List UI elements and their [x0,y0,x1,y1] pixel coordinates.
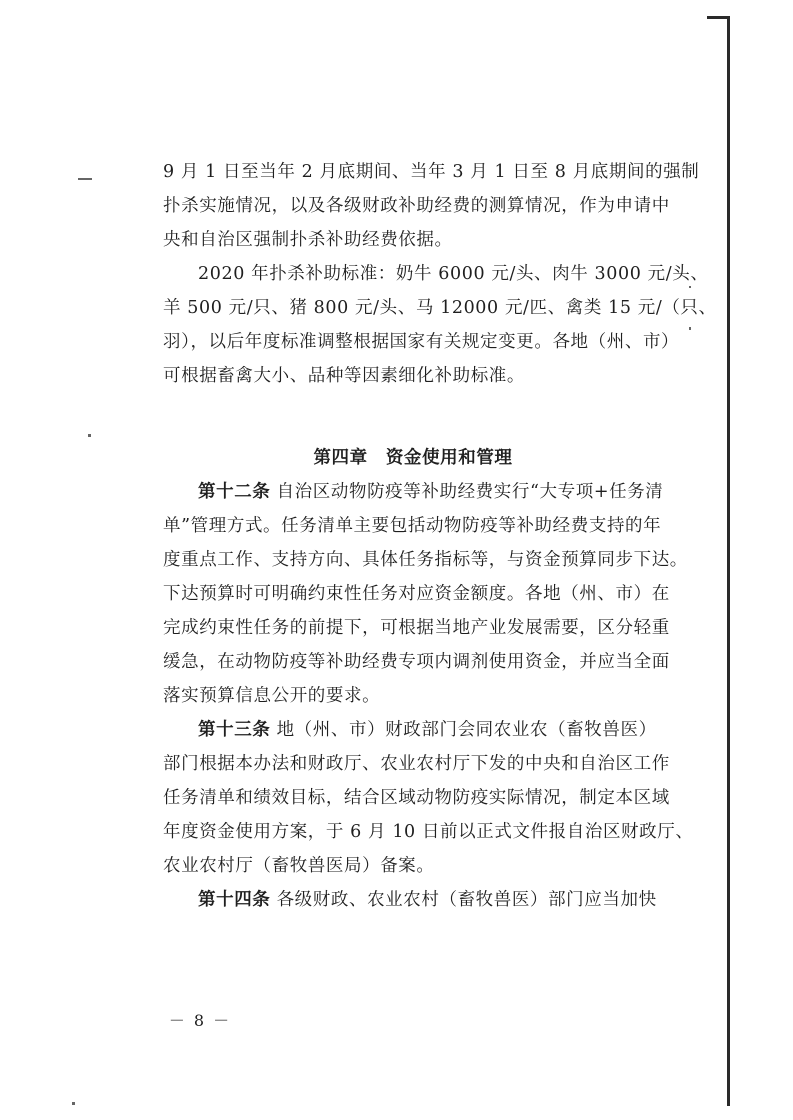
text-line: 9 月 1 日至当年 2 月底期间、当年 3 月 1 日至 8 月底期间的强制 [163,162,700,182]
text-line: 可根据畜禽大小、品种等因素细化补助标准。 [163,366,525,386]
text-line: 扑杀实施情况，以及各级财政补助经费的测算情况，作为申请中 [163,196,670,216]
article-14 [163,883,663,917]
article-12 [163,475,688,713]
article-label: 第十三条 [198,720,271,740]
paragraph-1 [163,155,700,257]
text-line [163,883,663,917]
body-text [163,155,717,917]
text-line: 任务清单和绩效目标，结合区域动物防疫实际情况，制定本区域 [163,788,670,808]
text-line: 度重点工作、支持方向、具体任务指标等，与资金预算同步下达。 [163,550,688,570]
article-13 [163,713,694,883]
text-line: 部门根据本办法和财政厅、农业农村厅下发的中央和自治区工作 [163,754,670,774]
text-line: 年度资金使用方案，于 6 月 10 日前以正式文件报自治区财政厅、 [163,822,694,842]
page-number: － 8 － [168,1011,232,1030]
article-text: 各级财政、农业农村（畜牧兽医）部门应当加快 [270,890,657,910]
scan-speck [72,1102,75,1105]
text-line: 单”管理方式。任务清单主要包括动物防疫等补助经费支持的年 [163,516,662,536]
scan-speck [689,327,691,330]
binding-mark-side [727,16,730,1106]
text-line: 农业农村厅（畜牧兽医局）备案。 [163,856,435,876]
text-line [163,475,663,509]
article-text: 自治区动物防疫等补助经费实行“大专项+任务清 [270,482,664,502]
article-label: 第十四条 [198,890,271,910]
text-line [163,713,663,747]
text-line: 羽），以后年度标准调整根据国家有关规定变更。各地（州、市） [163,332,680,352]
text-line: 下达预算时可明确约束性任务对应资金额度。各地（州、市）在 [163,584,670,604]
article-text: 地（州、市）财政部门会同农业农（畜牧兽医） [270,720,657,740]
text-line: 完成约束性任务的前提下，可根据当地产业发展需要，区分轻重 [163,618,670,638]
text-line: 缓急，在动物防疫等补助经费专项内调剂使用资金，并应当全面 [163,652,670,672]
chapter-title: 第四章 资金使用和管理 [313,448,513,468]
text-line: 央和自治区强制扑杀补助经费依据。 [163,230,453,250]
scan-speck [88,434,91,437]
text-line: 2020 年扑杀补助标准：奶牛 6000 元/头、肉牛 3000 元/头、 [198,264,709,284]
paragraph-2 [163,257,717,393]
binding-mark-top [707,16,729,19]
scan-speck [78,178,92,180]
article-label: 第十二条 [198,482,271,502]
text-line: 落实预算信息公开的要求。 [163,686,381,706]
text-line: 羊 500 元/只、猪 800 元/头、马 12000 元/匹、禽类 15 元/（只、 [163,298,717,318]
